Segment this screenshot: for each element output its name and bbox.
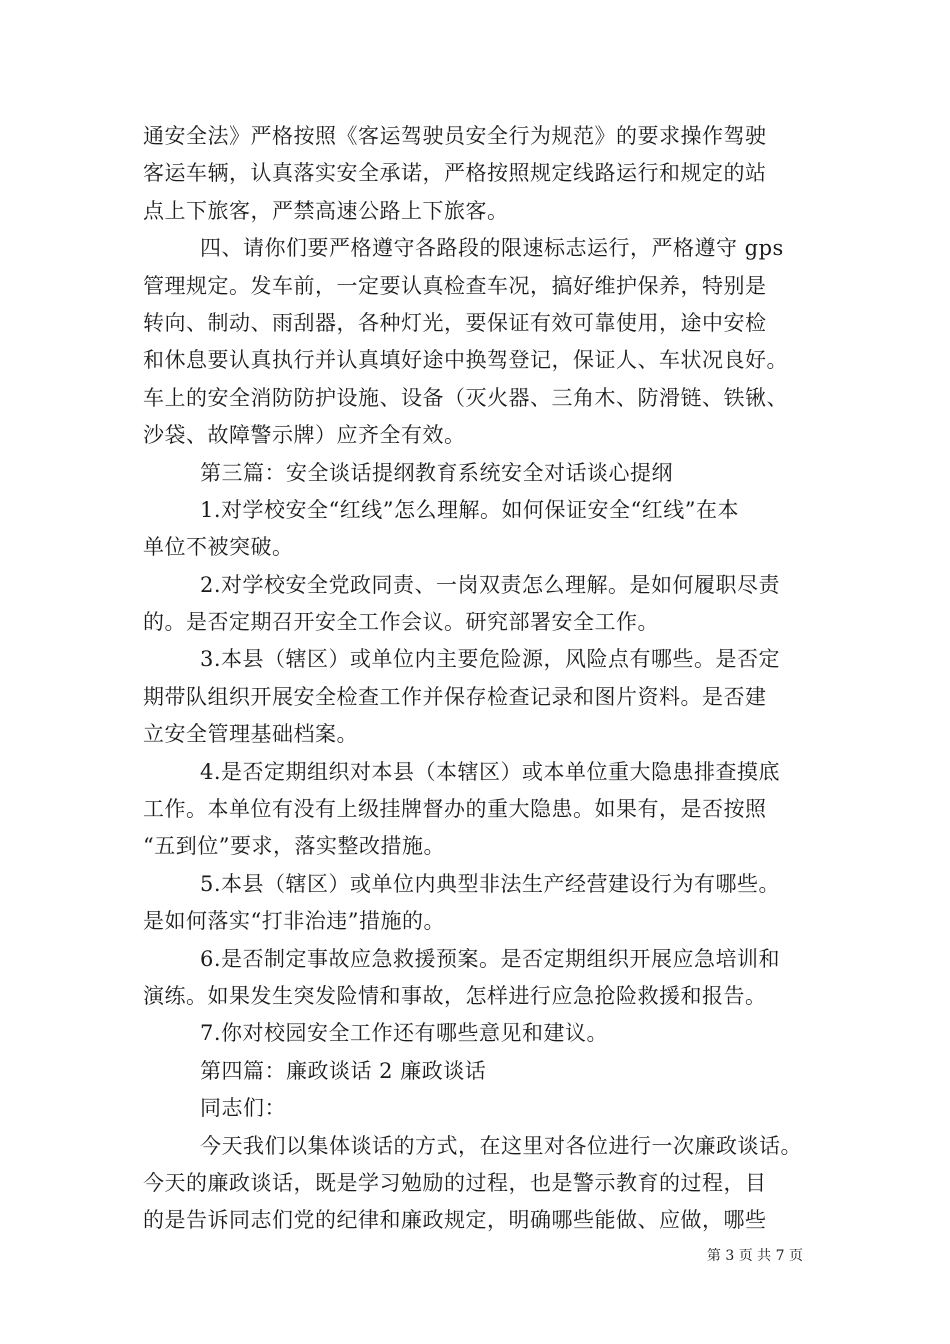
text-line: 单位不被突破。	[143, 535, 294, 560]
text-line: 立安全管理基础档案。	[143, 722, 358, 747]
text-line: 车上的安全消防防护设施、设备（灭火器、三角木、防滑链、铁锹、	[143, 385, 788, 410]
text-line: 3.本县（辖区）或单位内主要危险源，风险点有哪些。是否定	[200, 647, 781, 672]
text-line: 今天的廉政谈话，既是学习勉励的过程，也是警示教育的过程，目	[143, 1170, 767, 1195]
document-body	[143, 118, 813, 1240]
text-line: 是如何落实“打非治违”措施的。	[143, 909, 445, 934]
text-line: 工作。本单位有没有上级挂牌督办的重大隐患。如果有，是否按照	[143, 797, 767, 822]
text-line: 的是告诉同志们党的纪律和廉政规定，明确哪些能做、应做，哪些	[143, 1208, 767, 1233]
text-line: 今天我们以集体谈话的方式，在这里对各位进行一次廉政谈话。	[200, 1133, 802, 1158]
text-line: 1.对学校安全“红线”怎么理解。如何保证安全“红线”在本	[200, 497, 739, 522]
text-line: 演练。如果发生突发险情和事故，怎样进行应急抢险救援和报告。	[143, 983, 767, 1008]
text-line: 4.是否定期组织对本县（本辖区）或本单位重大隐患排查摸底	[200, 759, 781, 784]
text-line: 四、请你们要严格遵守各路段的限速标志运行，严格遵守 gps	[200, 236, 784, 261]
text-line: 点上下旅客，严禁高速公路上下旅客。	[143, 198, 509, 223]
text-line: 通安全法》严格按照《客运驾驶员安全行为规范》的要求操作驾驶	[143, 124, 767, 148]
text-line: 的。是否定期召开安全工作会议。研究部署安全工作。	[143, 610, 659, 635]
text-line: 管理规定。发车前，一定要认真检查车况，搞好维护保养，特别是	[143, 273, 767, 298]
text-line: 6.是否制定事故应急救援预案。是否定期组织开展应急培训和	[200, 946, 781, 971]
text-line: 沙袋、故障警示牌）应齐全有效。	[143, 423, 466, 448]
text-line: 2.对学校安全党政同责、一岗双责怎么理解。是如何履职尽责	[200, 572, 781, 597]
text-line: 转向、制动、雨刮器，各种灯光，要保证有效可靠使用，途中安检	[143, 310, 767, 335]
text-line: 7.你对校园安全工作还有哪些意见和建议。	[200, 1021, 609, 1046]
text-line: 期带队组织开展安全检查工作并保存检查记录和图片资料。是否建	[143, 684, 767, 709]
text-line: “五到位”要求，落实整改措施。	[143, 834, 445, 859]
section-heading: 第三篇：安全谈话提纲教育系统安全对话谈心提纲	[200, 460, 673, 485]
text-line: 5.本县（辖区）或单位内典型非法生产经营建设行为有哪些。	[200, 871, 781, 896]
salutation: 同志们：	[200, 1096, 286, 1121]
text-line: 客运车辆，认真落实安全承诺，严格按照规定线路运行和规定的站	[143, 161, 767, 186]
text-line: 和休息要认真执行并认真填好途中换驾登记，保证人、车状况良好。	[143, 348, 788, 373]
section-heading: 第四篇：廉政谈话 2 廉政谈话	[200, 1058, 487, 1083]
page-number: 第 3 页 共 7 页	[706, 1248, 803, 1264]
